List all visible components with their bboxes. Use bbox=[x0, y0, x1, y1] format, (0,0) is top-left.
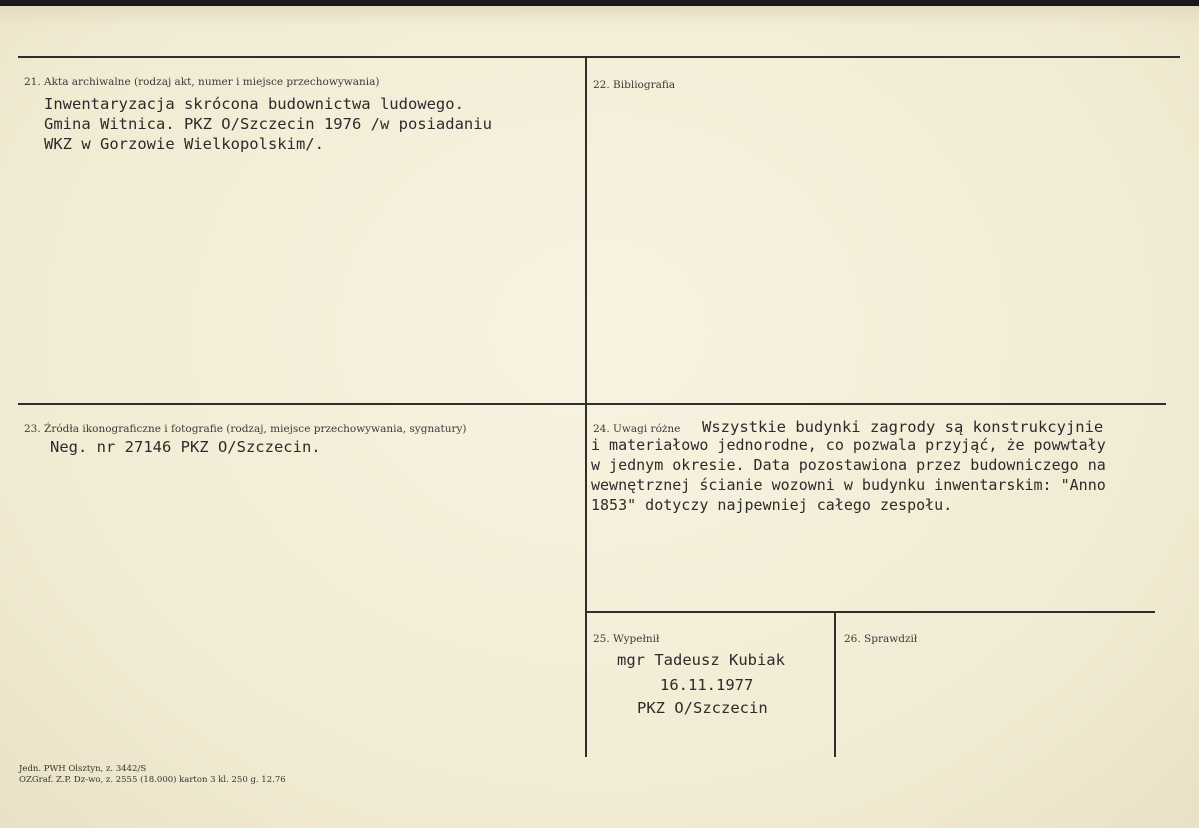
field-22-label: 22. Bibliografia bbox=[593, 79, 676, 91]
field-21-label: 21. Akta archiwalne (rodzaj akt, numer i miejsce przechowywania) bbox=[24, 76, 380, 88]
field-21-line: Gmina Witnica. PKZ O/Szczecin 1976 /w posiadaniu bbox=[44, 115, 492, 133]
center-divider bbox=[585, 57, 587, 757]
field-24-line: wewnętrznej ścianie wozowni w budynku inwentarskim: "Anno bbox=[591, 476, 1106, 494]
field-23-value: Neg. nr 27146 PKZ O/Szczecin. bbox=[50, 438, 321, 456]
field-24-label: 24. Uwagi różne bbox=[593, 423, 681, 435]
middle-rule bbox=[18, 403, 1166, 405]
top-rule bbox=[18, 56, 1180, 58]
signature-box-rule bbox=[587, 611, 1155, 613]
card-top-shadow bbox=[0, 6, 1199, 26]
field-24-line: w jednym okresie. Data pozostawiona przez budowniczego na bbox=[591, 456, 1106, 474]
filled-by-name: mgr Tadeusz Kubiak bbox=[617, 651, 785, 669]
field-21-line: Inwentaryzacja skrócona budownictwa ludowego. bbox=[44, 95, 464, 113]
field-24-value bbox=[591, 435, 1106, 515]
signature-box-divider bbox=[834, 612, 836, 757]
field-21-value bbox=[44, 94, 492, 154]
filled-by-org: PKZ O/Szczecin bbox=[637, 699, 768, 717]
field-21-line: WKZ w Gorzowie Wielkopolskim/. bbox=[44, 135, 324, 153]
field-24-line: 1853" dotyczy najpewniej całego zespołu. bbox=[591, 496, 953, 514]
field-24-first-line: Wszystkie budynki zagrody są konstrukcyjnie bbox=[702, 418, 1104, 436]
print-info-line-1: Jedn. PWH Olsztyn, z. 3442/S bbox=[19, 764, 147, 774]
field-25-label: 25. Wypełnił bbox=[593, 633, 660, 645]
print-info-line-2: OZGraf. Z.P. Dz-wo, z. 2555 (18.000) karton 3 kl. 250 g. 12.76 bbox=[19, 775, 286, 785]
field-23-label: 23. Źródła ikonograficzne i fotografie (rodzaj, miejsce przechowywania, sygnatury) bbox=[24, 423, 467, 435]
filled-by-date: 16.11.1977 bbox=[660, 676, 754, 694]
field-26-label: 26. Sprawdził bbox=[844, 633, 918, 645]
field-24-line: i materiałowo jednorodne, co pozwala przyjąć, że powwtały bbox=[591, 436, 1106, 454]
